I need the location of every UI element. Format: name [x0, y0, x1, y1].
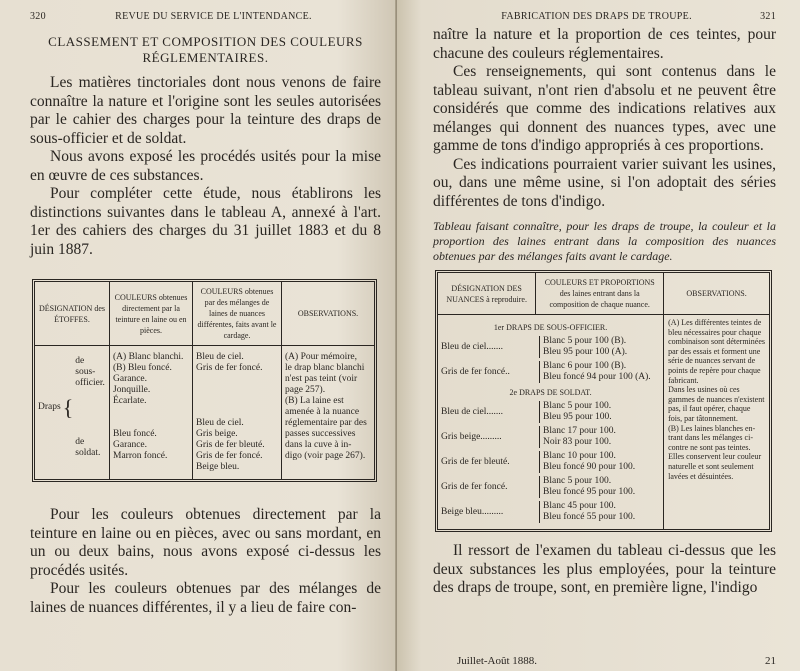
observation-line: (A) Les différentes teintes de	[668, 318, 762, 327]
nuance-name: Gris de fer bleuté.	[441, 456, 510, 467]
list-item: Écarlate.	[113, 396, 147, 406]
nuance-name: Bleu de ciel.......	[441, 341, 503, 352]
list-item: Garance.	[113, 374, 148, 384]
paragraph: Ces renseignements, qui sont contenus dans le tableau suivant, n'ont rien d'absolu et ne peuvent être considérés que comme des indications relatives aux mélanges qui donnent des nuances types, avec une gamme de tons d'indigo appropriés à ces proportions.	[433, 63, 776, 154]
group-heading: 1er DRAPS DE SOUS-OFFICIER.	[493, 323, 608, 332]
observation-line: passes successives	[285, 429, 356, 439]
observation-line: page 257).	[285, 385, 326, 395]
list-item: Marron foncé.	[113, 451, 168, 461]
nuance-name: Beige bleu.........	[441, 506, 504, 517]
paragraph: naître la nature et la proportion de ces teintes, pour chacune des couleurs réglementaires.	[433, 26, 776, 62]
list-item: (B) Bleu foncé.	[113, 363, 172, 373]
draps-label: Draps	[38, 402, 61, 412]
observation-line: trant dans les mélanges ci-	[668, 433, 753, 443]
proportion: Blanc 5 pour 100 (B).	[543, 336, 627, 346]
paragraph: Pour les couleurs obtenues directement par la teinture en laine ou en pièces, avec ou sans mordant, en un ou deux bains, nous avons exposé ci-dessus les procédés usités.	[30, 506, 381, 579]
observation-line: par des essais et forment une	[668, 346, 761, 356]
proportion: Blanc 5 pour 100.	[543, 401, 612, 411]
proportion: Blanc 45 pour 100.	[543, 501, 616, 511]
nuance-row	[441, 361, 660, 383]
mixed-colors-cell	[193, 346, 282, 480]
left-closing-text	[30, 506, 381, 617]
observation-line: fabricant.	[668, 375, 699, 385]
table-header-row	[35, 282, 374, 346]
spacer	[113, 407, 189, 429]
proportion: Blanc 17 pour 100.	[543, 426, 616, 436]
nuance-row	[441, 401, 660, 423]
right-running-title: FABRICATION DES DRAPS DE TROUPE.	[501, 10, 692, 22]
header-mixed-colors: COULEURS obtenues par des mélanges de laines de nuances différentes, faits avant le cardage.	[193, 282, 282, 346]
paragraph: Les matières tinctoriales dont nous venons de faire connaître la nature et l'origine sont les seules autorisées par le cahier des charges pour la teinture des draps de sous-officier et de soldat.	[30, 74, 381, 147]
proportion: Blanc 5 pour 100.	[543, 476, 612, 486]
observation-line: le drap blanc blanchi	[285, 363, 365, 373]
proportion: Bleu foncé 55 pour 100.	[543, 512, 636, 522]
proportion: Blanc 6 pour 100 (B).	[543, 361, 627, 371]
observation-line: naturelle et sont seulement	[668, 461, 754, 471]
list-item: (A) Blanc blanchi.	[113, 352, 184, 362]
left-running-head	[30, 6, 381, 26]
nuances-cell	[438, 315, 664, 530]
header-observations: OBSERVATIONS.	[664, 273, 769, 315]
observation-line: série de nuances servant de	[668, 356, 756, 366]
observation-line: contre ne sont pas teintes.	[668, 442, 751, 452]
nuance-name: Bleu de ciel.......	[441, 406, 503, 417]
header-colors-proportions: COULEURS ET PROPORTIONS des laines entrant dans la composition de chaque nuance.	[536, 273, 664, 315]
list-item: Bleu foncé.	[113, 429, 157, 439]
proportion: Bleu foncé 94 pour 100 (A).	[543, 372, 651, 382]
section-title: CLASSEMENT ET COMPOSITION DES COULEURS RÉGLEMENTAIRES.	[48, 34, 363, 65]
observation-line: (B) La laine est	[285, 396, 344, 406]
proportion: Blanc 10 pour 100.	[543, 451, 616, 461]
nuance-row	[441, 336, 660, 358]
right-body	[433, 26, 776, 211]
observation-line: lavées et désuintées.	[668, 471, 734, 481]
group-sous-officier: de sous-officier.	[75, 356, 105, 388]
table-caption: Tableau faisant connaître, pour les draps de troupe, la couleur et la proportion des laines entrant dans la composition des nuances obtenues par des mélanges faits avant le cardage.	[433, 219, 776, 263]
list-item: Gris de fer foncé.	[196, 363, 263, 373]
table-header-row	[438, 273, 769, 315]
list-item: Bleu de ciel.	[196, 418, 244, 428]
observations-cell	[664, 315, 769, 530]
header-designation: DÉSIGNATION des ÉTOFFES.	[35, 282, 110, 346]
observation-line: fois, par tâtonnement.	[668, 413, 738, 423]
footer-signature-number: 21	[765, 655, 776, 667]
paragraph: Ces indications pourraient varier suivant les usines, ou, dans une même usine, si l'on adoptait des séries différentes de tons d'indigo.	[433, 155, 776, 210]
observation-line: Dans les usines où ces	[668, 385, 740, 395]
proportion: Bleu 95 pour 100 (A).	[543, 347, 628, 357]
nuance-row	[441, 451, 660, 473]
left-running-title: REVUE DU SERVICE DE L'INTENDANCE.	[115, 10, 312, 22]
footer-date: Juillet-Août 1888.	[457, 655, 538, 667]
list-item: Beige bleu.	[196, 462, 240, 472]
list-item: Gris de fer bleuté.	[196, 440, 265, 450]
observation-line: amenée à la nuance	[285, 407, 360, 417]
table-row	[438, 315, 769, 530]
left-page-number: 320	[30, 10, 46, 22]
right-page	[397, 0, 800, 671]
page-footer	[457, 655, 776, 667]
observation-line: (A) Pour mémoire,	[285, 352, 358, 362]
proportion: Bleu foncé 95 pour 100.	[543, 487, 636, 497]
header-direct-colors: COULEURS obtenues directement par la teinture en laine ou en pièces.	[110, 282, 193, 346]
observation-line: Elles conservent leur couleur	[668, 452, 762, 462]
list-item: Bleu de ciel.	[196, 352, 244, 362]
list-item: Garance.	[113, 440, 148, 450]
proportion: Bleu 95 pour 100.	[543, 412, 612, 422]
spacer	[196, 374, 278, 418]
proportion: Bleu foncé 90 pour 100.	[543, 462, 636, 472]
observation-line: bleu nécessaires pour chaque	[668, 327, 762, 337]
right-running-head	[433, 6, 776, 26]
right-page-number: 321	[760, 10, 776, 22]
nuance-row	[441, 476, 660, 498]
designation-cell	[35, 346, 110, 480]
paragraph: Nous avons exposé les procédés usités pour la mise en œuvre de ces substances.	[30, 148, 381, 184]
observation-line: (B) Les laines blanches en-	[668, 423, 756, 433]
paragraph: Pour compléter cette étude, nous établirons les distinctions suivantes dans le tableau A, annexé à l'art. 1er des cahiers des charges du 31 juillet 1883 et du 8 juin 1887.	[30, 185, 381, 258]
paragraph: Il ressort de l'examen du tableau ci-dessus que les deux substances les plus employées, pour la teinture des draps de troupe, sont, en première ligne, l'indigo	[433, 542, 776, 596]
left-page	[0, 0, 397, 671]
list-item: Gris beige.	[196, 429, 238, 439]
table-row	[35, 346, 374, 480]
nuance-row	[441, 426, 660, 448]
nuance-name: Gris de fer foncé.	[441, 481, 508, 492]
observation-line: points de repère pour chaque	[668, 365, 761, 375]
proportion: Noir 83 pour 100.	[543, 437, 612, 447]
observation-line: pas, il faut opérer, chaque	[668, 404, 751, 414]
direct-colors-cell	[110, 346, 193, 480]
list-item: Jonquille.	[113, 385, 151, 395]
list-item: Gris de fer foncé.	[196, 451, 263, 461]
nuance-row	[441, 501, 660, 523]
table-proportions	[435, 270, 772, 532]
group-heading: 2e DRAPS DE SOLDAT.	[509, 388, 592, 397]
paragraph: Pour les couleurs obtenues par des mélanges de laines de nuances différentes, il y a lieu de faire con-	[30, 580, 381, 616]
brace-icon: {	[62, 394, 74, 420]
header-observations: OBSERVATIONS.	[282, 282, 375, 346]
observations-cell	[282, 346, 375, 480]
group-soldat: de soldat.	[75, 437, 101, 458]
observation-line: combinaison sont déterminées	[668, 337, 765, 347]
observation-line: n'est pas teint (voir	[285, 374, 358, 384]
nuance-name: Gris beige.........	[441, 431, 502, 442]
observation-line: gammes de nuances n'existent	[668, 394, 765, 404]
header-designation: DÉSIGNATION DES NUANCES à reproduire.	[438, 273, 536, 315]
observation-line: digo (voir page 267).	[285, 451, 366, 461]
observation-line: réglementaire par des	[285, 418, 367, 428]
table-a	[32, 279, 377, 482]
left-body	[30, 74, 381, 259]
nuance-name: Gris de fer foncé..	[441, 366, 510, 377]
observation-line: dans la cuve à in-	[285, 440, 352, 450]
